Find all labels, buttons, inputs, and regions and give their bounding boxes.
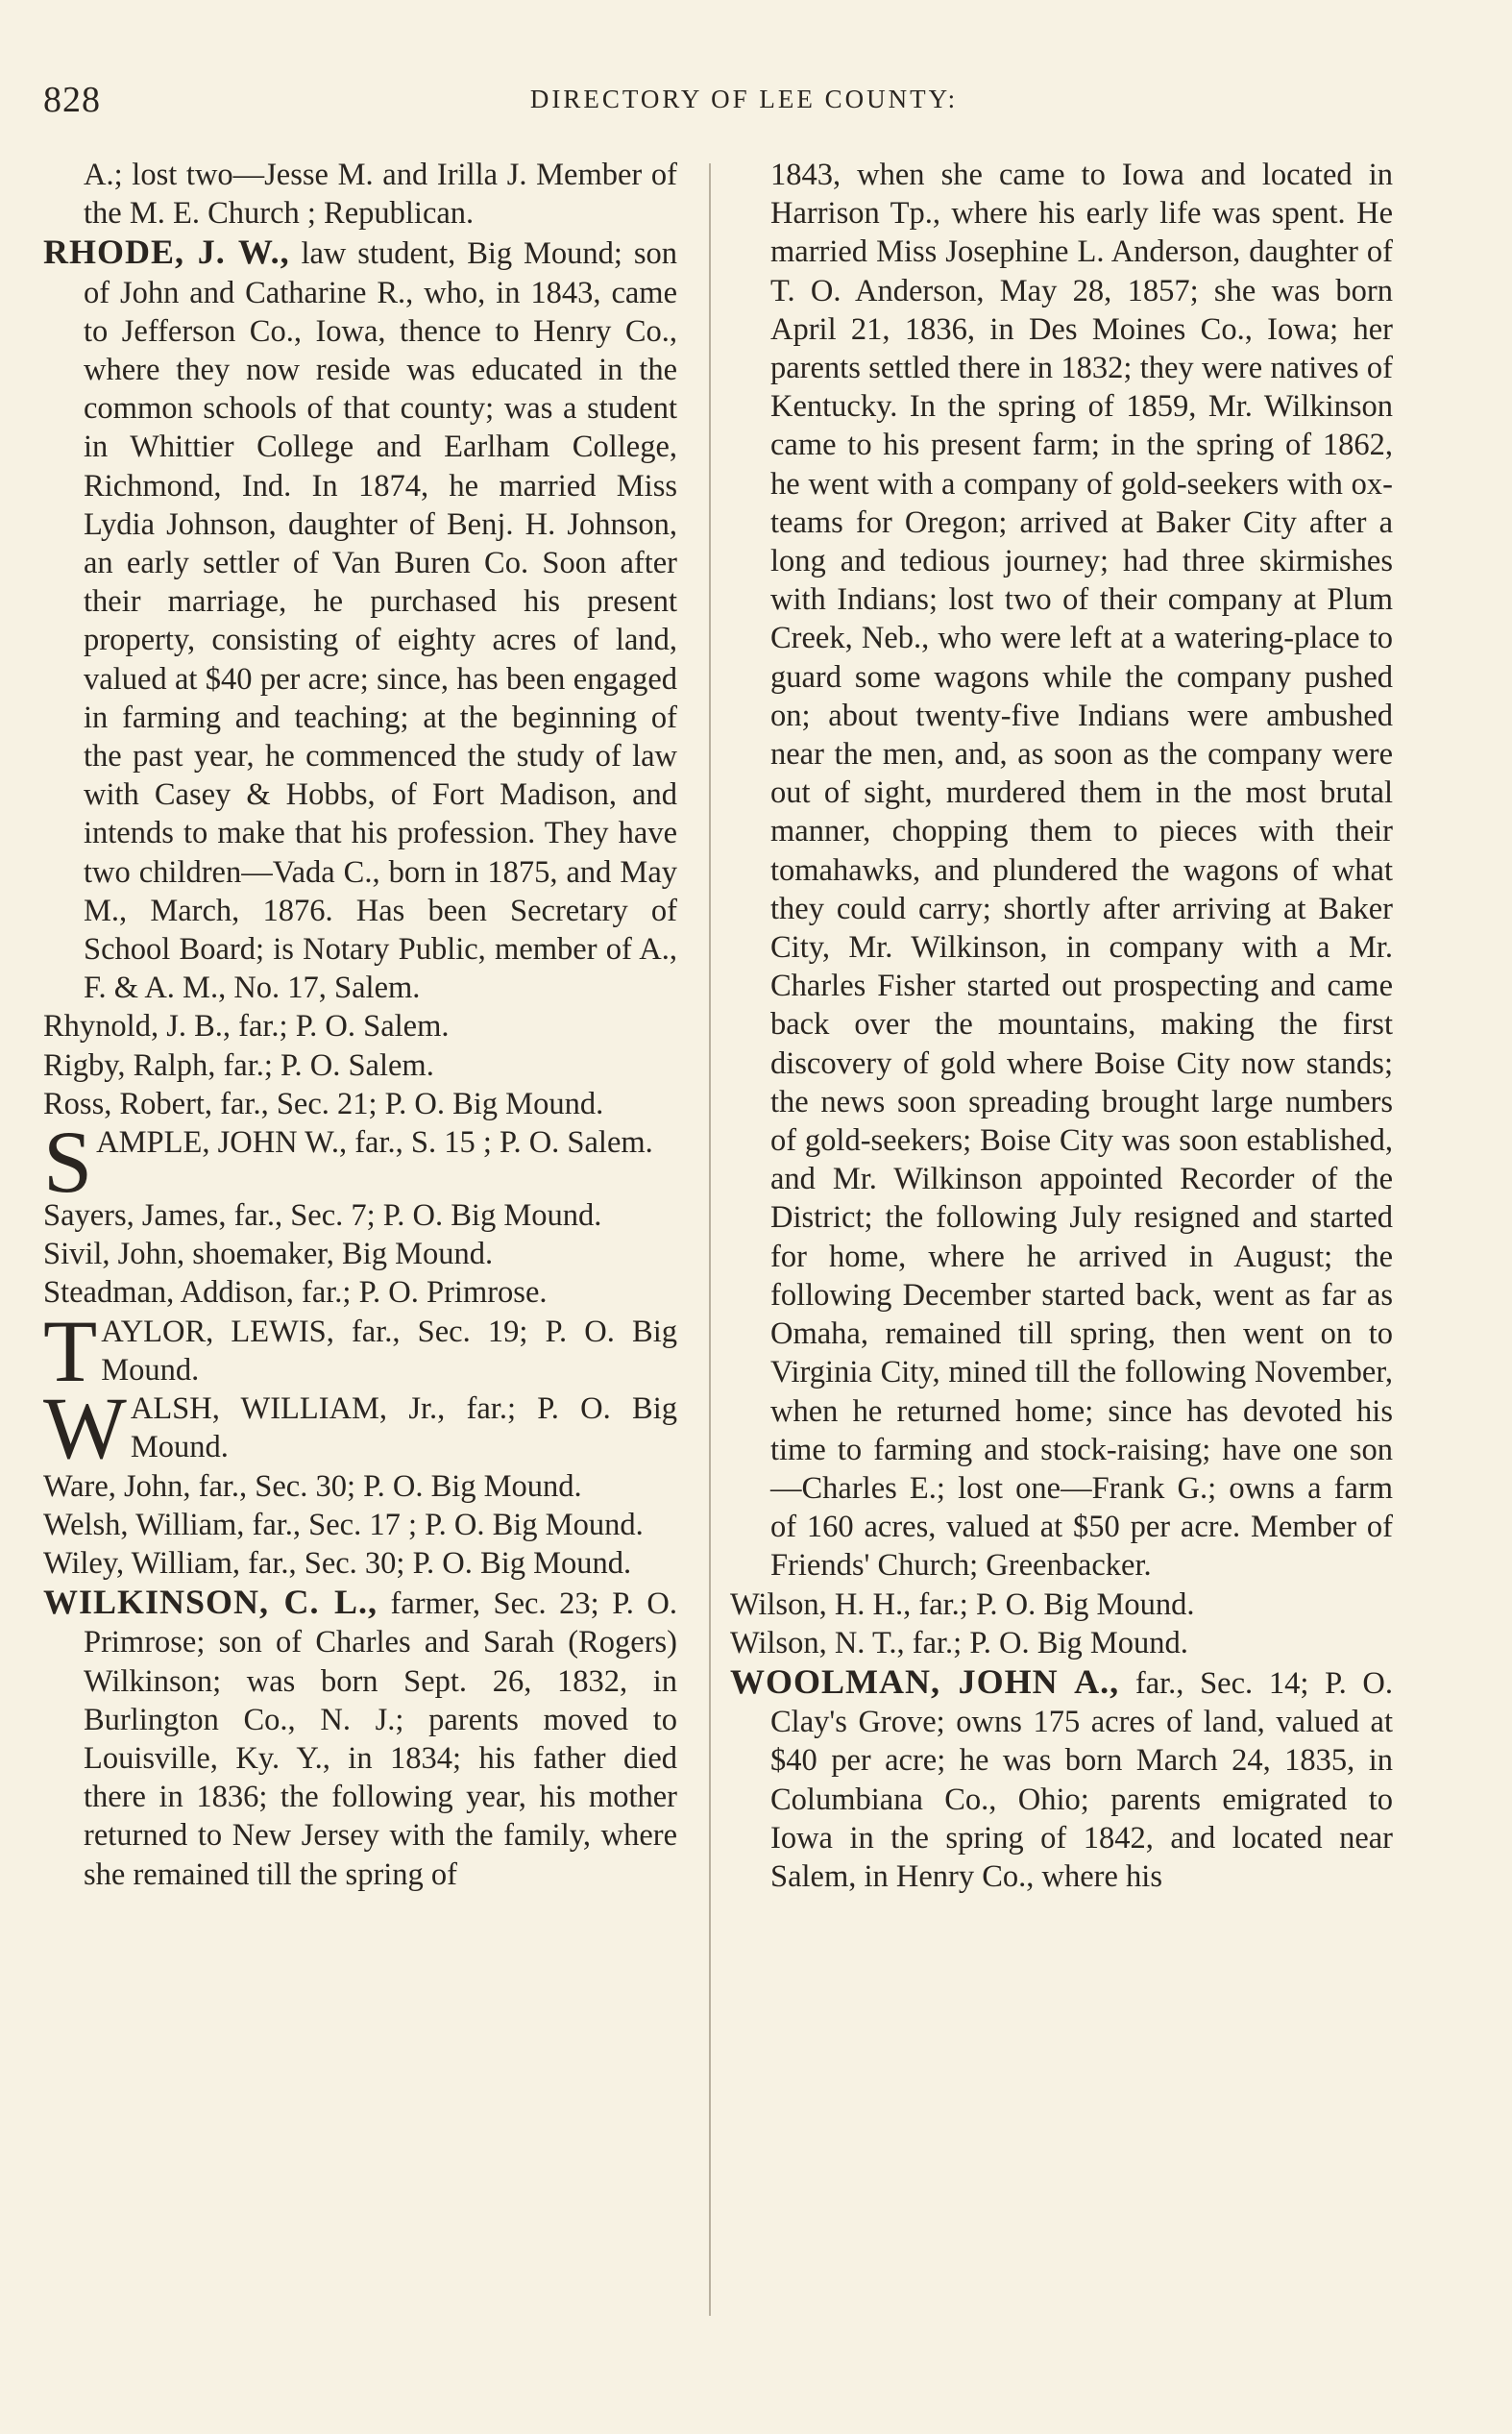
right-column <box>730 156 1393 1896</box>
entry-wilson-h: Wilson, H. H., far.; P. O. Big Mound. <box>730 1586 1195 1622</box>
entry-welsh: Welsh, William, far., Sec. 17 ; P. O. Big Mound. <box>43 1507 644 1542</box>
drop-cap: T <box>43 1312 98 1390</box>
entry-name: RHODE, J. W., <box>43 233 290 272</box>
entry-text: far., Sec. 14; P. O. Clay's Grove; owns 175 acres of land, valued at $40 per acre; he was born March 24, 1835, in Columbiana Co., Ohio; parents emigrated to Iowa in the spring of 1842, and located near Salem, in Henry Co., where his <box>770 1665 1393 1894</box>
entry-taylor <box>43 1313 677 1389</box>
entry-text: AYLOR, LEWIS, far., Sec. 19; P. O. Big Mound. <box>101 1314 677 1388</box>
entry-steadman: Steadman, Addison, far.; P. O. Primrose. <box>43 1275 548 1311</box>
entry-continuation: A.; lost two—Jesse M. and Irilla J. Member of the M. E. Church ; Republican. <box>84 158 677 232</box>
page-header <box>43 79 1445 127</box>
entry-text: farmer, Sec. 23; P. O. Primrose; son of Charles and Sarah (Rogers) Wilkinson; was born Sept. 26, 1832, in Burlington Co., N. J.; parents moved to Louisville, Ky. Y., in 1834; his father died there in 1836; the following year, his mother returned to New Jersey with the family, where she remained till the spring of <box>84 1586 677 1892</box>
entry-name: WILKINSON, C. L., <box>43 1583 378 1622</box>
entry-walsh <box>43 1389 677 1466</box>
drop-cap: S <box>43 1123 93 1197</box>
left-column <box>43 156 677 1894</box>
page-number: 828 <box>43 80 101 120</box>
entry-rhynold: Rhynold, J. B., far.; P. O. Salem. <box>43 1009 450 1045</box>
entry-woolman <box>730 1662 1393 1896</box>
entry-text: ALSH, WILLIAM, Jr., far.; P. O. Big Mound. <box>130 1391 677 1465</box>
entry-continuation: 1843, when she came to Iowa and located in Harrison Tp., where his early life was spent. He married Miss Josephine L. Anderson, daughter of T. O. Anderson, May 28, 1857; she was born April 21, 1836, in Des Moines Co., Iowa; her parents settled there in 1832; they were natives of Kentucky. In the spring of 1859, Mr. Wilkinson came to his present farm; in the spring of 1862, he went with a company of gold-seekers with ox-teams for Oregon; arrived at Baker City after a long and tedious journey; had three skirmishes with Indians; lost two of their company at Plum Creek, Neb., who were left at a watering-place to guard some wagons while the company pushed on; about twenty-five Indians were ambushed near the men, and, as soon as the company were out of sight, murdered them in the most brutal manner, chopping them to pieces with their tomahawks, and plundered the wagons of what they could carry; shortly after arriving at Baker City, Mr. Wilkinson, in company with a Mr. Charles Fisher started out prospecting and came back over the mountains, making the first discovery of gold where Boise City now stands; the news soon spreading brought large numbers of gold-seekers; Boise City was soon established, and Mr. Wilkinson appointed Recorder of the District; the following July resigned and started for home, where he arrived in August; the following December started back, went as far as Omaha, remained till spring, then went on to Virginia City, mined till the following November, when he returned home; since has devoted his time to farming and stock-raising; have one son—Charles E.; lost one—Frank G.; owns a farm of 160 acres, valued at $50 per acre. Member of Friends' Church; Greenbacker. <box>770 158 1393 1584</box>
entry-name: WOOLMAN, JOHN A., <box>730 1661 1120 1701</box>
entry-rhode <box>43 233 677 1007</box>
entry-sayers: Sayers, James, far., Sec. 7; P. O. Big Mound. <box>43 1198 602 1234</box>
entry-ware: Ware, John, far., Sec. 30; P. O. Big Mound. <box>43 1468 582 1504</box>
entry-sample <box>43 1123 677 1196</box>
column-divider <box>709 163 711 2316</box>
entry-ross: Ross, Robert, far., Sec. 21; P. O. Big Mound. <box>43 1086 604 1121</box>
entry-wilkinson <box>43 1583 677 1894</box>
running-head: DIRECTORY OF LEE COUNTY: <box>529 85 959 113</box>
entry-rigby: Rigby, Ralph, far.; P. O. Salem. <box>43 1047 434 1083</box>
entry-text: law student, Big Mound; son of John and Catharine R., who, in 1843, came to Jefferson Co., Iowa, thence to Henry Co., where they now reside was educated in the common schools of that county; was a student in Whittier College and Earlham College, Richmond, Ind. In 1874, he married Miss Lydia Johnson, daughter of Benj. H. Johnson, an early settler of Van Buren Co. Soon after their marriage, he purchased his present property, consisting of eighty acres of land, valued at $40 per acre; since, has been engaged in farming and teaching; at the beginning of the past year, he commenced the study of law with Casey & Hobbs, of Fort Madison, and intends to make that his profession. They have two children—Vada C., born in 1875, and May M., March, 1876. Has been Secretary of School Board; is Notary Public, member of A., F. & A. M., No. 17, Salem. <box>84 236 677 1006</box>
entry-wiley: Wiley, William, far., Sec. 30; P. O. Big Mound. <box>43 1545 632 1581</box>
entry-text: AMPLE, JOHN W., far., S. 15 ; P. O. Salem. <box>96 1125 653 1161</box>
drop-cap: W <box>43 1389 127 1467</box>
entry-wilson-n: Wilson, N. T., far.; P. O. Big Mound. <box>730 1625 1188 1660</box>
entry-sivil: Sivil, John, shoemaker, Big Mound. <box>43 1237 494 1272</box>
